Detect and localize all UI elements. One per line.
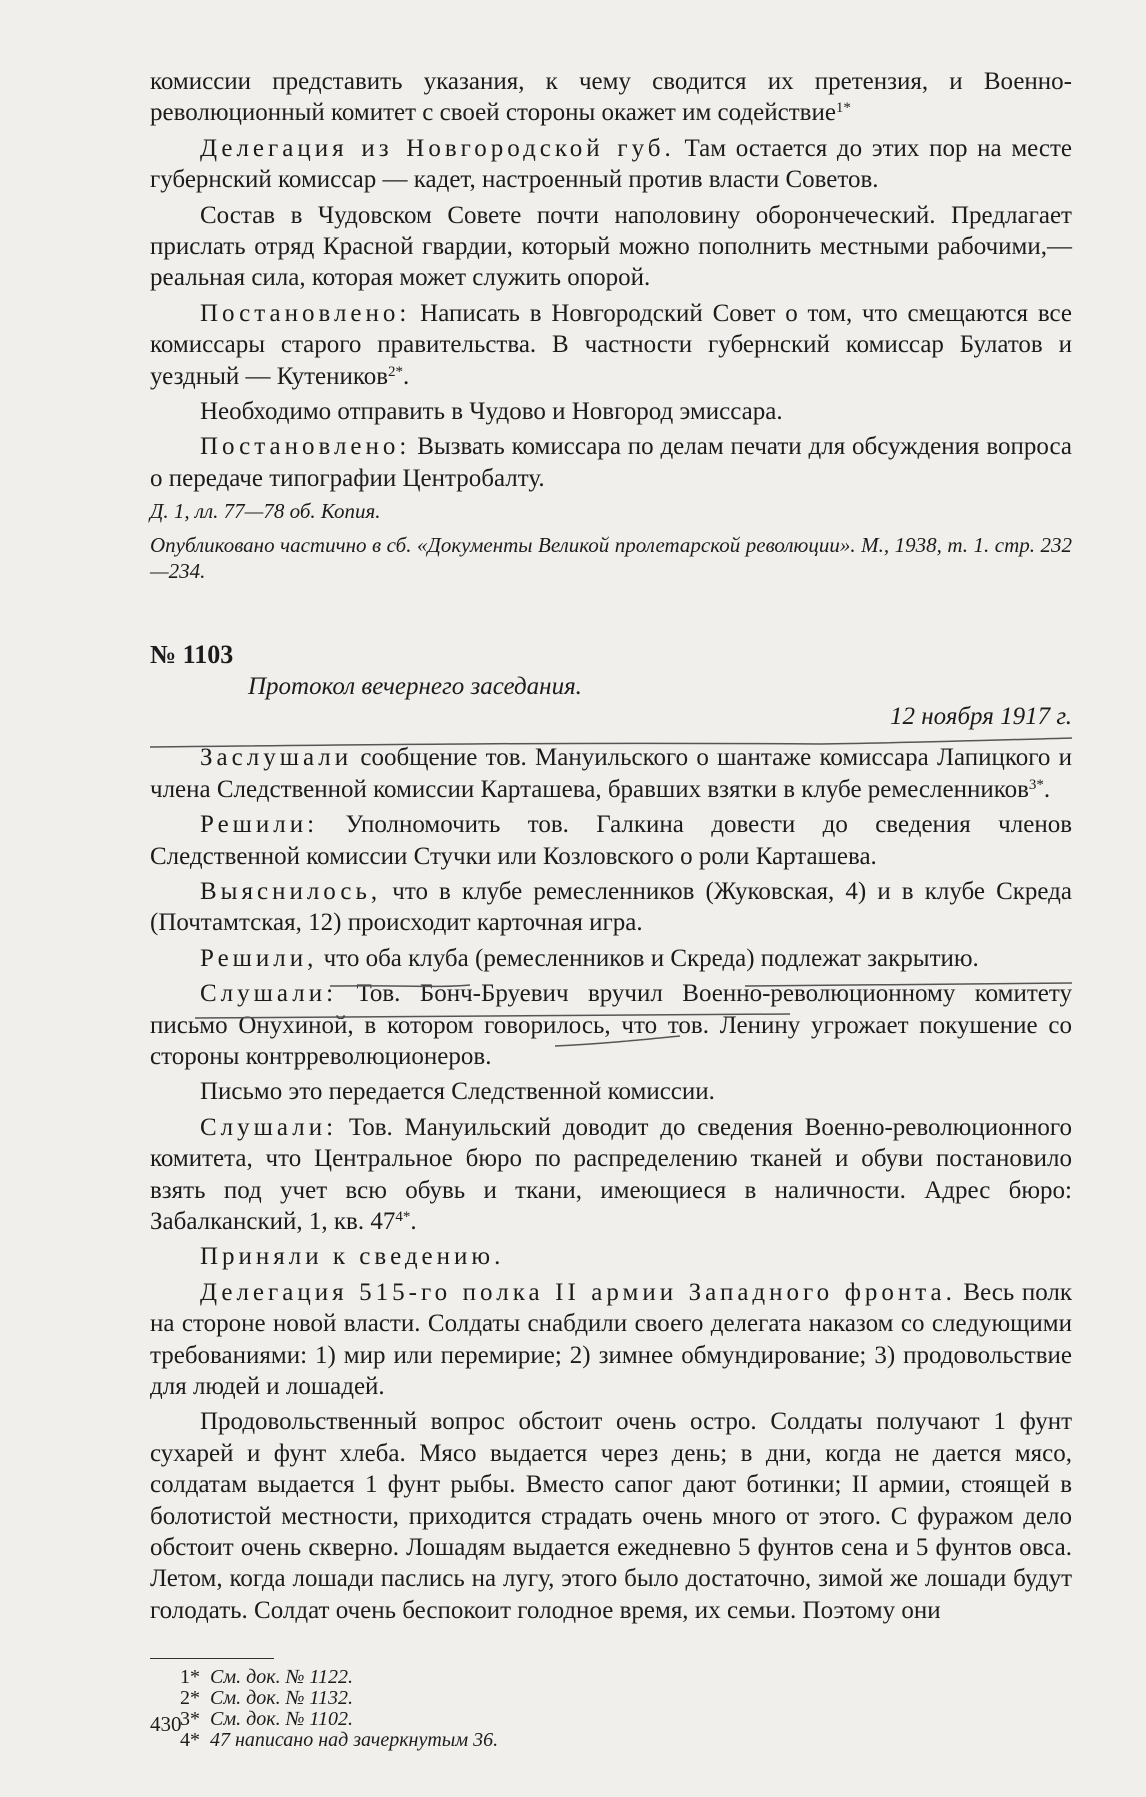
paragraph-text: Необходимо отправить в Чудово и Новгород эмиссара. bbox=[200, 398, 783, 426]
paragraph bbox=[150, 431, 1072, 494]
paragraph-tail: . bbox=[1043, 775, 1051, 803]
paragraph-lead: Решили, bbox=[200, 944, 318, 972]
paragraph bbox=[150, 978, 1072, 1072]
footnotes bbox=[180, 1667, 1072, 1751]
paragraph-tail: . bbox=[410, 1207, 417, 1235]
footnote-item bbox=[180, 1688, 1072, 1709]
document-title: Протокол вечернего заседания. bbox=[248, 673, 582, 701]
paragraph-text: комиссии представить указания, к чему сводится их претензия, и Военно-революционный комитет с своей стороны окажет им содействие bbox=[150, 68, 1072, 127]
paragraph-lead: Приняли к сведению. bbox=[200, 1243, 505, 1271]
footnote-text: 47 написано над зачеркнутым 36. bbox=[210, 1729, 499, 1752]
main-paragraphs bbox=[150, 742, 1072, 1626]
paragraph-text: Письмо это передается Следственной комиссии. bbox=[200, 1078, 715, 1106]
footnote-text: См. док. № 1122. bbox=[210, 1666, 353, 1689]
paragraph bbox=[150, 133, 1072, 196]
footnote-item bbox=[180, 1730, 1072, 1751]
paragraph-text: Состав в Чудовском Совете почти наполовину оборончеческий. Предлагает прислать отряд Красной гвардии, который можно пополнить местными рабочими,— реальная сила, которая может служить опорой. bbox=[150, 201, 1072, 292]
paragraph bbox=[150, 943, 1072, 974]
top-paragraphs bbox=[150, 66, 1072, 494]
footnote-item bbox=[180, 1667, 1072, 1688]
paragraph-lead: Заслушали bbox=[200, 744, 353, 772]
footnote-ref: 3* bbox=[1028, 776, 1044, 793]
paragraph-text: что оба клуба (ремесленников и Скреда) подлежат закрытию. bbox=[317, 944, 979, 972]
paragraph-lead: Слушали: bbox=[200, 980, 338, 1008]
paragraph bbox=[150, 1112, 1072, 1238]
paragraph bbox=[150, 1076, 1072, 1107]
footnote-number: 2* bbox=[180, 1687, 200, 1710]
paragraph-text: Продовольственный вопрос обстоит очень остро. Солдаты получают 1 фунт сухарей и фунт хлеба. Мясо выдается через день; в дни, когда не дается мясо, солдатам выдается 1 фунт рыбы. Вместо сапог дают ботинки; II армии, стоящей в болотистой местности, приходится страдать очень много от этого. С фуражом дело обстоит очень скверно. Лошадям выдается ежедневно 5 фунтов сена и 5 фунтов овса. Летом, когда лошади паслись на лугу, этого было достаточно, зимой же лошади будут голодать. Солдат очень беспокоит голодное время, их семьи. Поэтому они bbox=[150, 1408, 1072, 1624]
footnote-text: См. док. № 1102. bbox=[210, 1708, 353, 1731]
paragraph-lead: Постановлено: bbox=[200, 299, 411, 327]
paragraph-text: Уполномочить тов. Галкина довести до сведения членов Следственной комиссии Стучки или Козловского о роли Карташева. bbox=[150, 811, 1072, 870]
footnote-ref: 1* bbox=[835, 100, 851, 117]
published-note: Опубликовано частично в сб. «Документы Великой пролетарской революции». М., 1938, т. 1. стр. 232—234. bbox=[150, 533, 1072, 584]
paragraph-lead: Постановлено: bbox=[200, 433, 411, 461]
source-note: Д. 1, лл. 77—78 об. Копия. bbox=[150, 499, 381, 524]
page-body bbox=[150, 66, 1072, 1751]
footnote-ref: 2* bbox=[388, 363, 404, 380]
footnote-number: 3* bbox=[180, 1708, 200, 1731]
footnote-number: 1* bbox=[180, 1666, 200, 1689]
paragraph-tail: . bbox=[403, 362, 410, 390]
document-date: 12 ноября 1917 г. bbox=[890, 703, 1072, 731]
footnote-text: См. док. № 1132. bbox=[210, 1687, 353, 1710]
page-number: 430 bbox=[150, 1712, 182, 1736]
paragraph-lead: Делегация 515-го полка II армии Западного фронта. bbox=[200, 1278, 956, 1306]
paragraph bbox=[150, 742, 1072, 805]
paragraph bbox=[150, 1406, 1072, 1626]
document-number: № 1103 bbox=[150, 640, 234, 670]
paragraph-lead: Выяснилось, bbox=[200, 877, 382, 905]
paragraph-text: сообщение тов. Мануильского о шантаже комиссара Лапицкого и члена Следственной комиссии Карташева, бравших взятки в клубе ремесленников bbox=[150, 744, 1072, 803]
paragraph-text: Тов. Мануильский доводит до сведения Военно-революционного комитета, что Центральное бюро по распределению тканей и обуви постановило взять под учет всю обувь и ткани, имеющиеся в наличности. Адрес бюро: Забалканский, 1, кв. 47 bbox=[150, 1113, 1072, 1235]
footnote-number: 4* bbox=[180, 1729, 200, 1752]
paragraph bbox=[150, 298, 1072, 392]
paragraph-lead: Слушали: bbox=[200, 1113, 338, 1141]
footnote-ref: 4* bbox=[395, 1208, 411, 1225]
footnote-item bbox=[180, 1709, 1072, 1730]
paragraph-text: Весь полк на стороне новой власти. Солдаты снабдили своего делегата наказом со следующими требованиями: 1) мир или перемирие; 2) зимнее обмундирование; 3) продовольствие для людей и лошадей. bbox=[150, 1278, 1073, 1400]
paragraph-text: Там остается до этих пор на месте губернский комиссар — кадет, настроенный против власти Советов. bbox=[150, 134, 1073, 194]
paragraph bbox=[150, 200, 1072, 294]
paragraph bbox=[150, 1241, 1072, 1272]
paragraph-text: что в клубе ремесленников (Жуковская, 4) и в клубе Скреда (Почтамтская, 12) происходит карточная игра. bbox=[150, 877, 1072, 937]
paragraph-text: Вызвать комиссара по делам печати для обсуждения вопроса о передаче типографии Центробалту. bbox=[150, 433, 1072, 492]
footnote-divider bbox=[150, 1658, 274, 1659]
paragraph bbox=[150, 1277, 1072, 1403]
paragraph bbox=[150, 809, 1072, 872]
paragraph bbox=[150, 66, 1072, 129]
paragraph-text: Написать в Новгородский Совет о том, что смещаются все комиссары старого правительства. В частности губернский комиссар Булатов и уездный — Кутеников bbox=[150, 299, 1072, 390]
paragraph bbox=[150, 876, 1072, 939]
paragraph-text: Тов. Бонч-Бруевич вручил Военно-революционному комитету письмо Онухиной, в котором говорилось, что тов. Ленину угрожает покушение со стороны контрреволюционеров. bbox=[150, 980, 1072, 1070]
paragraph bbox=[150, 396, 1072, 427]
paragraph-lead: Делегация из Новгородской губ. bbox=[200, 134, 675, 162]
paragraph-lead: Решили: bbox=[200, 811, 319, 839]
